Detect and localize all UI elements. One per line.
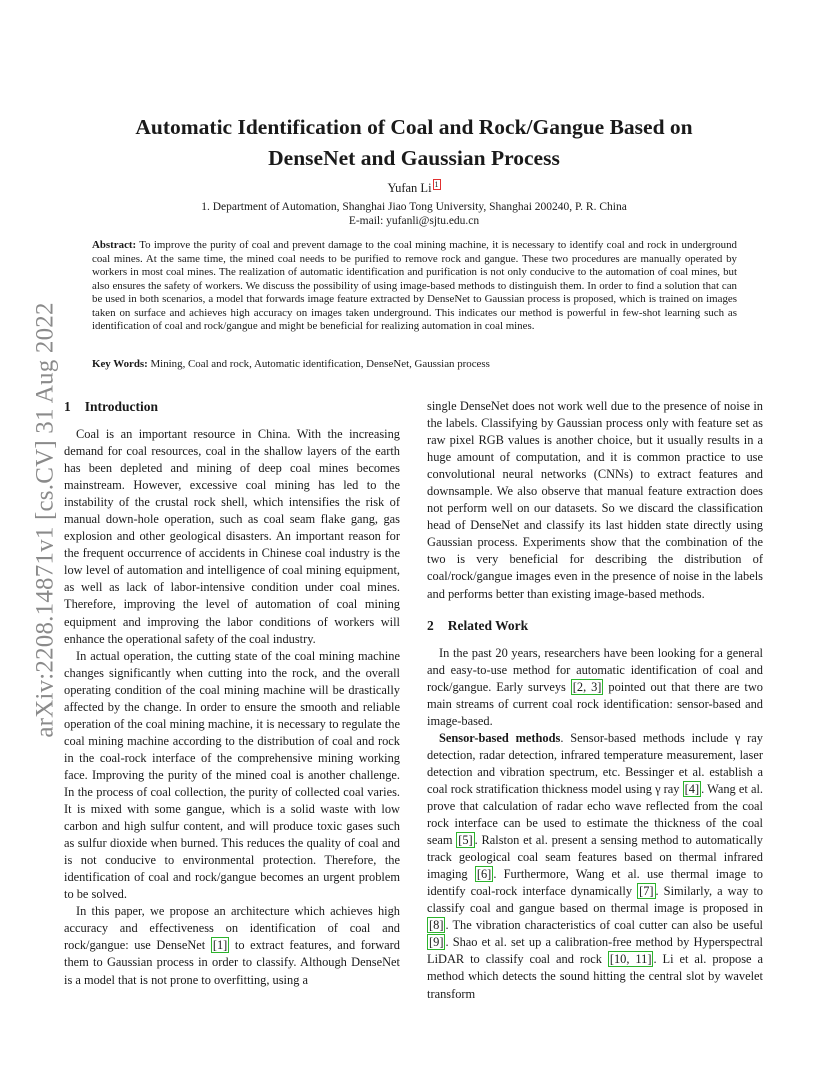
intro-paragraph-3: [64, 903, 400, 988]
text-run: to extract features, and forward them to Gaussian process in order to classify. Although DenseNet is a model that is not prone to overfitting, using a: [64, 938, 400, 987]
abstract-text: To improve the purity of coal and prevent damage to the coal mining machine, it is necessary to identify coal and rock in underground coal mines. At the same time, the mined coal needs to be purified to remove rock and gangue. These two procedures are manually operated by workers in most coal mines. The realization of automatic identification and purification is not only conducive to the automation of coal mines, but also ensures the safety of workers. We discuss the possibility of using image-based methods to distinguish them. In order to find a solution that can be used in both scenarios, a model that forwards image feature extracted by DenseNet to Gaussian process is proposed, which is trained on images taken on surface and achieves high accuracy on images taken underground. This indicates our method is powerful in few-shot learning such as identification of coal and rock/gangue and might be beneficial for realizing automation in coal mines.: [92, 239, 737, 332]
intro-paragraph-1: Coal is an important resource in China. With the increasing demand for coal resources, coal in the shallow layers of the earth has been depleted and mining of deep coal mines becomes mainstream. However, excessive coal mining has led to the instability of the crustal rock shell, which intensifies the risk of manual down-hole operation, such as coal seam flake gang, gas explosion and other geological disasters. An important reason for the frequent occurrence of accidents in Chinese coal industry is the low level of automation and intelligence of coal mining equipment, as well as lack of labor-intensive condition under coal mines. Therefore, improving the level of automation of coal mining equipment and improving the labor conditions of workers will enhance the operational safety of the coal industry.: [64, 427, 400, 646]
abstract: [92, 239, 737, 334]
intro-paragraph-3-continued: single DenseNet does not work well due to the presence of noise in the labels. Classifying by Gaussian process only with feature set as raw pixel RGB values is another choice, but it usually results in a huge amount of computation, and it is common practice to use convolutional neural networks (CNNs) to extract features and downsample. We also observe that manual feature extraction does not perform well on our datasets. So we discard the classification head of DenseNet and classify its last hidden state directly using Gaussian process. Experiments show that the combination of the two is very beneficial for describing the distribution of coal/rock/gangue images even in the presence of noise in the labels and performs better than existing image-based methods.: [427, 399, 763, 601]
related-paragraph-2: [427, 730, 763, 1003]
intro-paragraph-2: In actual operation, the cutting state of the coal mining machine changes significantly when cutting into the rock, and the overall operating condition of the coal mining machine will be drastically affected by the change. In order to ensure the smooth and reliable operation of the coal mining machine, it is necessary to regulate the coal mining machine according to the distribution of coal and rock in the coal-rock interface of the comprehensive mining working face. Improving the purity of the mined coal is another challenge. In the process of coal collection, the purity of collected coal varies. It is mixed with some gangue, which is a solid waste with low carbon and high sulfur content, and will produce toxic gases such as sulfur dioxide when burned. This reduces the quality of coal and is not conducive to environmental protection. Therefore, the identification of coal and rock/gangue becomes an urgent problem to be solved.: [64, 648, 400, 902]
arxiv-id: arXiv:2208.14871v1 [cs.CV] 31 Aug 2022: [32, 302, 60, 738]
citation-link[interactable]: [9]: [429, 935, 444, 950]
title-line-2: DenseNet and Gaussian Process: [268, 146, 560, 170]
section-title: Related Work: [447, 617, 529, 633]
citation-link[interactable]: [1]: [212, 938, 228, 953]
section-number: 2: [427, 617, 434, 633]
text-run: . Shao et al. set up a calibration-free method by Hyperspectral LiDAR to classify coal and rock: [427, 935, 763, 967]
author-line: [0, 180, 828, 196]
text-run: . Li et al. propose a method which detects the sound hitting the central slot by wavelet transform: [427, 952, 763, 1001]
text-run: . Similarly, a way to classify coal and gangue based on thermal image is proposed in: [427, 884, 763, 916]
affiliation: 1. Department of Automation, Shanghai Jiao Tong University, Shanghai 200240, P. R. China: [201, 201, 627, 213]
section-heading-introduction: [64, 398, 400, 416]
citation-link[interactable]: [6]: [476, 867, 492, 882]
citation-link[interactable]: [4]: [684, 781, 700, 796]
text-run: pointed out that there are two main streams of current coal rock identification: sensor-based and image-based.: [427, 679, 764, 728]
text-run: . Furthermore, Wang et al. use thermal image to identify coal-rock interface dynamically: [427, 867, 763, 899]
author-name: Yufan Li: [387, 181, 432, 195]
paragraph-label: Sensor-based methods: [439, 730, 561, 745]
left-column: [64, 398, 400, 989]
section-title: Introduction: [84, 399, 159, 414]
text-run: . Sensor-based methods include γ ray detection, radar detection, infrared temperature measurement, laser detection and vibration spectrum, etc. Bessinger et al. establish a coal rock stratification thickness model using γ ray: [427, 730, 763, 796]
email: E-mail: yufanli@sjtu.edu.cn: [348, 214, 480, 227]
paper-title: [90, 112, 738, 174]
keywords-text: Mining, Coal and rock, Automatic identification, DenseNet, Gaussian process: [147, 358, 490, 370]
text-run: In this paper, we propose an architecture which achieves high accuracy and effectiveness on identification of coal and rock/gangue: use DenseNet: [64, 904, 400, 953]
text-run: . Wang et al. prove that calculation of radar echo wave reflected from the coal rock interface can be used to estimate the thickness of the coal seam: [427, 781, 763, 848]
keywords: [92, 358, 737, 370]
section-heading-related-work: [427, 617, 763, 635]
text-run: In the past 20 years, researchers have been looking for a general and easy-to-use method for automatic identification of coal and rock/gangue. Early surveys: [427, 645, 763, 694]
text-run: . Ralston et al. present a sensing method to automatically track geological coal seam features based on thermal infrared imaging: [427, 833, 764, 882]
keywords-label: Key Words:: [92, 358, 148, 370]
citation-link[interactable]: [8]: [429, 918, 444, 933]
affiliation-block: [0, 201, 828, 228]
related-paragraph-1: [427, 645, 763, 730]
citation-link[interactable]: [10, 11]: [609, 952, 652, 967]
text-run: . The vibration characteristics of coal cutter can also be useful: [445, 918, 763, 933]
citation-link[interactable]: [2, 3]: [572, 679, 602, 694]
citation-link[interactable]: [5]: [458, 833, 473, 848]
citation-link[interactable]: [7]: [639, 884, 654, 899]
title-line-1: Automatic Identification of Coal and Rock/Gangue Based on: [135, 115, 693, 139]
arxiv-stamp: [26, 280, 66, 760]
section-number: 1: [64, 399, 71, 414]
abstract-label: Abstract:: [92, 239, 137, 251]
affiliation-link[interactable]: 1: [434, 180, 439, 189]
right-column: [427, 398, 763, 1003]
